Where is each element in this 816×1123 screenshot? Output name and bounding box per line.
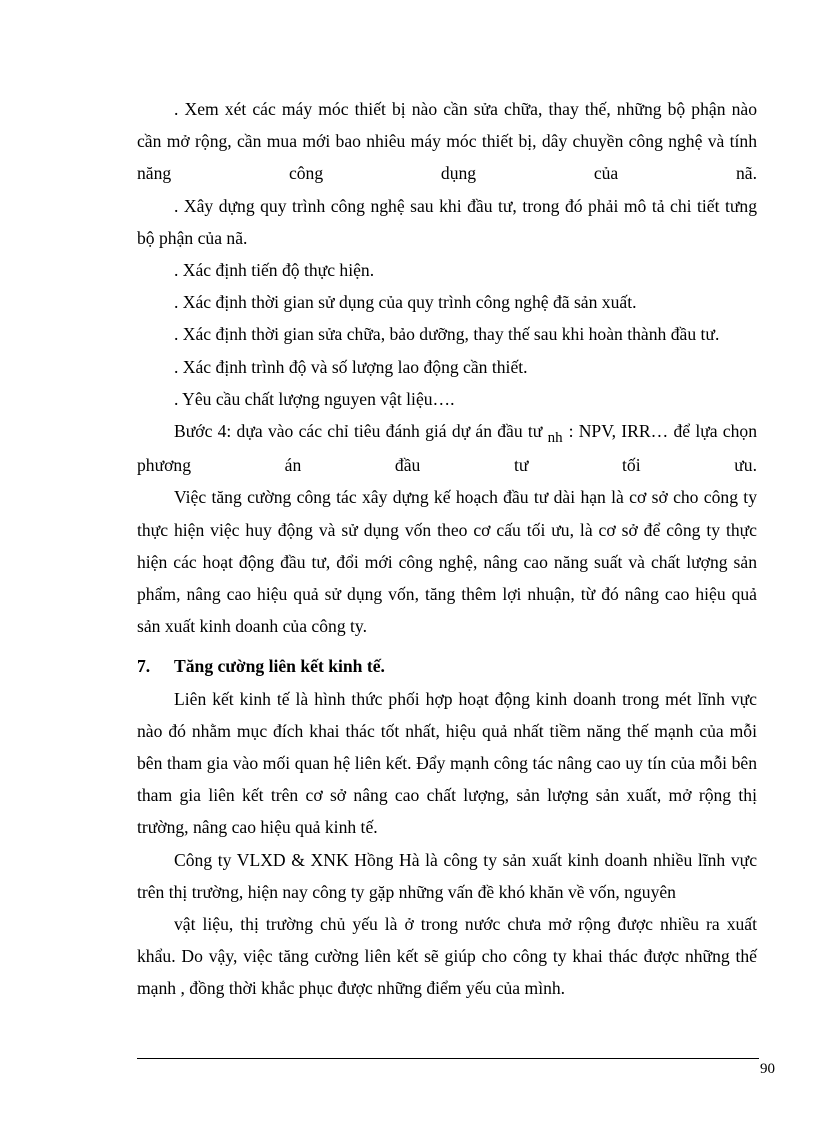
section-title: Tăng cường liên kết kinh tế. xyxy=(174,656,385,677)
paragraph-labor: . Xác định trình độ và số lượng lao động cần thiết. xyxy=(174,356,528,377)
page-body xyxy=(137,93,757,1005)
paragraph-economic-linkage: Liên kết kinh tế là hình thức phối hợp hoạt động kinh doanh trong mét lĩnh vực nào đó nhằm mục đích khai thác tốt nhất, hiệu quả nhất tiềm năng thế mạnh của mỗi bên tham gia vào mối quan hệ liên kết. Đẩy mạnh công tác nâng cao uy tín của mỗi bên tham gia liên kết trên cơ sở nâng cao chất lượng, sản lượng sản xuất, mở rộng thị trường, nâng cao hiệu quả kinh tế. xyxy=(137,688,757,838)
paragraph-usage-time: . Xác định thời gian sử dụng của quy trình công nghệ đã sản xuất. xyxy=(174,292,637,313)
page-number: 90 xyxy=(760,1061,775,1077)
paragraph-process-design: . Xây dựng quy trình công nghệ sau khi đầu tư, trong đó phải mô tả chi tiết tưng bộ phận của nã. xyxy=(137,195,757,248)
paragraph-material-quality: . Yêu cầu chất lượng nguyen vật liệu…. xyxy=(174,388,455,409)
paragraph-machinery-review: . Xem xét các máy móc thiết bị nào cần sửa chữa, thay thế, những bộ phận nào cần mở rộng, cần mua mới bao nhiêu máy móc thiết bị, dây chuyền công nghệ và tính năng công dụng của nã. xyxy=(137,99,757,184)
paragraph-maintenance-time: . Xác định thời gian sửa chữa, bảo dưỡng, thay thế sau khi hoàn thành đầu tư. xyxy=(174,324,720,345)
paragraph-company-situation: Công ty VLXD & XNK Hồng Hà là công ty sản xuất kinh doanh nhiều lĩnh vực trên thị trường, hiện nay công ty gặp những vấn đề khó khăn về vốn, nguyên xyxy=(137,849,757,902)
paragraph-long-term-plan: Việc tăng cường công tác xây dựng kế hoạch đầu tư dài hạn là cơ sở cho công ty thực hiện việc huy động và sử dụng vốn theo cơ cấu tối ưu, là cơ sở để công ty thực hiện các hoạt động đầu tư, đổi mới công nghệ, nâng cao năng suất và chất lượng sản phẩm, nâng cao hiệu quả sử dụng vốn, tăng thêm lợi nhuận, từ đó nâng cao hiệu quả sản xuất kinh doanh của công ty. xyxy=(137,487,757,637)
footer-divider xyxy=(137,1058,759,1059)
section-7-heading xyxy=(137,650,757,682)
step4-subscript: nh xyxy=(547,430,563,447)
paragraph-company-benefits: vật liệu, thị trường chủ yếu là ở trong nước chưa mở rộng được nhiều ra xuất khẩu. Do vậy, việc tăng cường liên kết sẽ giúp cho công ty khai thác được những thế mạnh , đồng thời khắc phục được những điểm yếu của mình. xyxy=(137,914,757,999)
paragraph-step-4 xyxy=(137,415,757,481)
step4-text-before: Bước 4: dựa vào các chỉ tiêu đánh giá dự án đầu tư xyxy=(174,421,543,442)
section-number: 7. xyxy=(137,656,151,677)
paragraph-progress: . Xác định tiến độ thực hiện. xyxy=(174,260,375,281)
step4-text-after: : NPV, IRR… để lựa chọn phương án đầu tư tối ưu. xyxy=(137,421,758,476)
